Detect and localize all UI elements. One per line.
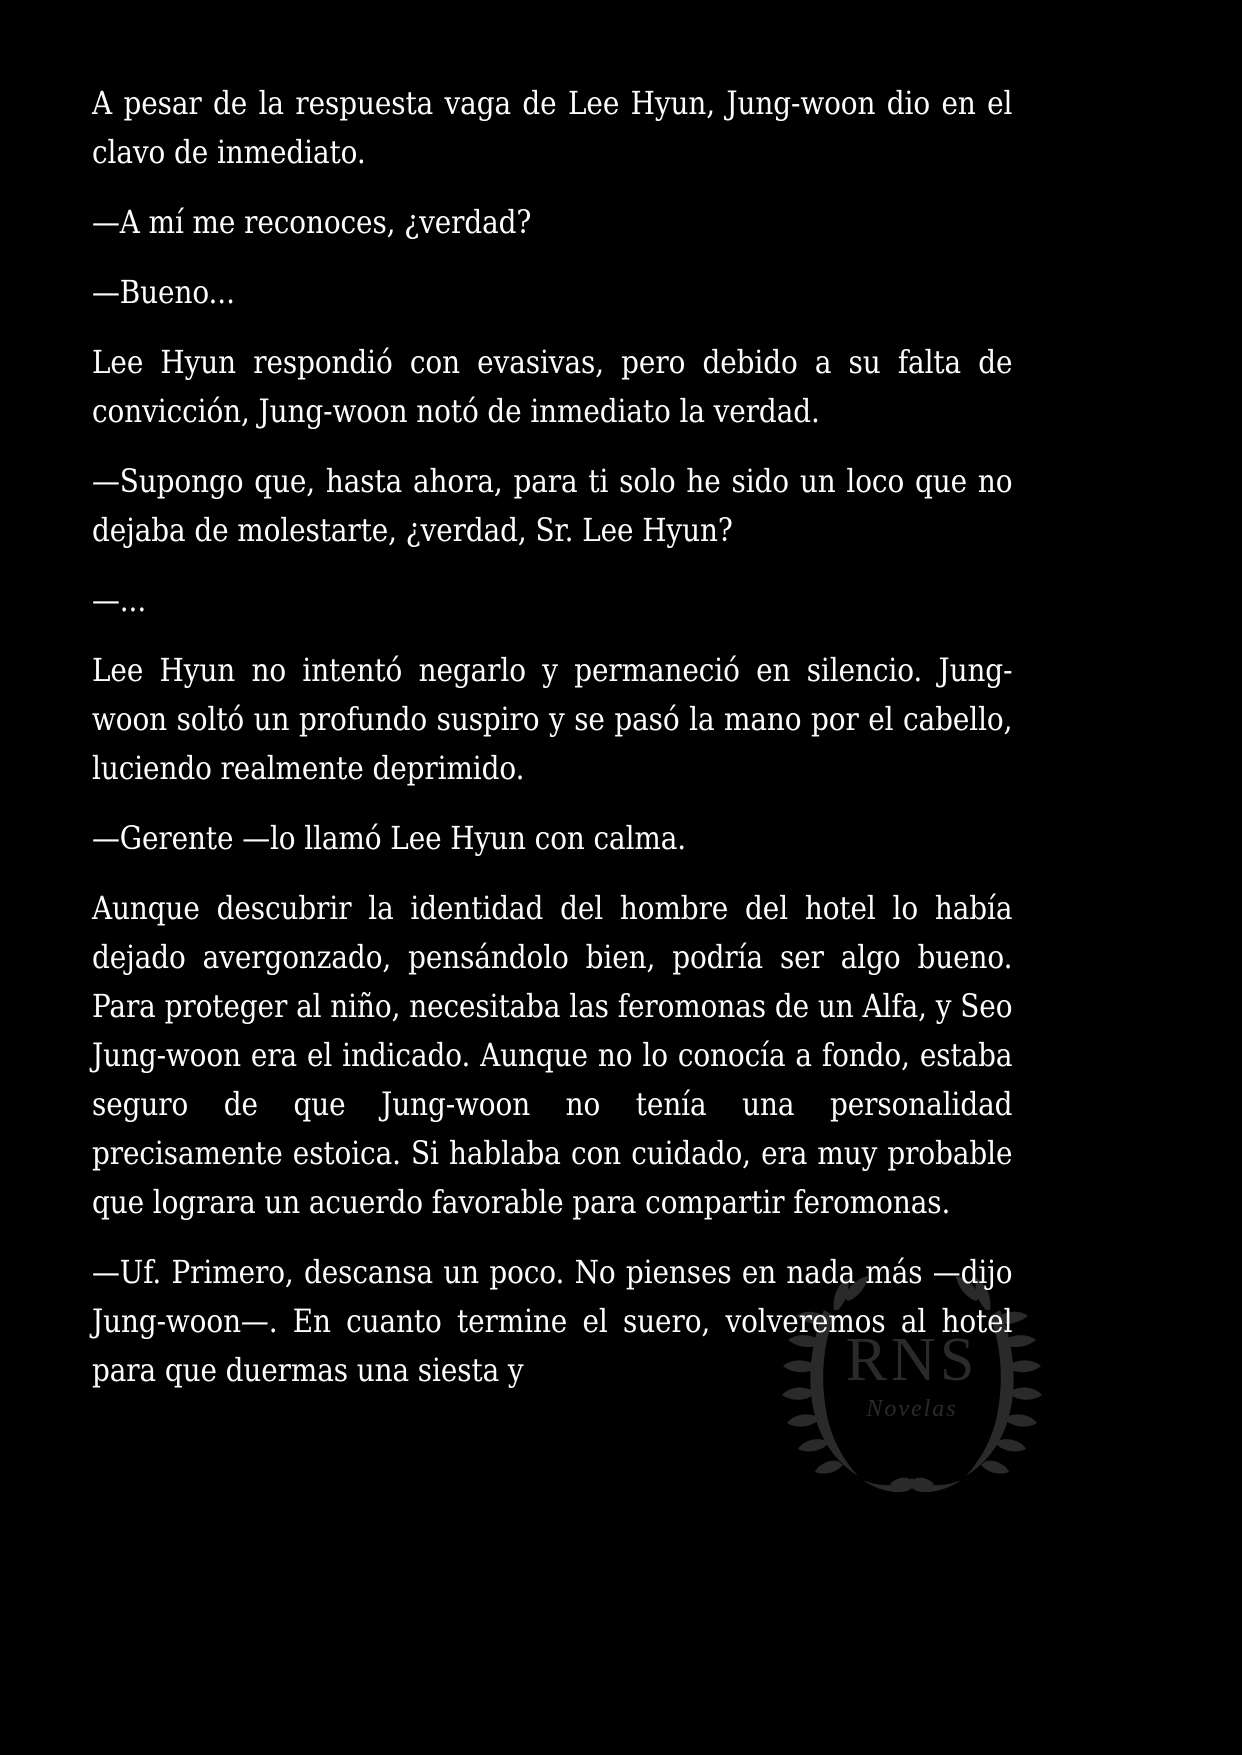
- paragraph: —...: [92, 583, 147, 619]
- paragraph: —Supongo que, hasta ahora, para ti solo he sido un loco que no dejaba de molestarte, ¿verdad, Sr. Lee Hyun?: [92, 464, 1013, 549]
- paragraph: Lee Hyun respondió con evasivas, pero debido a su falta de convicción, Jung-woon notó de inmediato la verdad.: [92, 345, 1013, 430]
- paragraph: —Bueno...: [92, 275, 235, 311]
- watermark-brand: RNS: [845, 1326, 979, 1394]
- paragraph: —Gerente —lo llamó Lee Hyun con calma.: [92, 821, 687, 857]
- paragraph: —Uf. Primero, descansa un poco. No pienses en nada más —dijo Jung-woon—. En cuanto termine el suero, volveremos al hotel para que duermas una siesta y: [92, 1255, 1013, 1389]
- paragraph: Lee Hyun no intentó negarlo y permaneció en silencio. Jung-woon soltó un profundo suspiro y se pasó la mano por el cabello, luciendo realmente deprimido.: [92, 653, 1013, 787]
- paragraph: Aunque descubrir la identidad del hombre del hotel lo había dejado avergonzado, pensándolo bien, podría ser algo bueno. Para proteger al niño, necesitaba las feromonas de un Alfa, y Seo Jung-woon era el indicado. Aunque no lo conocía a fondo, estaba seguro de que Jung-woon no tenía una personalidad precisamente estoica. Si hablaba con cuidado, era muy probable que lograra un acuerdo favorable para compartir feromonas.: [92, 891, 1013, 1221]
- paragraph: A pesar de la respuesta vaga de Lee Hyun, Jung-woon dio en el clavo de inmediato.: [92, 86, 1013, 171]
- paragraph: —A mí me reconoces, ¿verdad?: [92, 205, 532, 241]
- watermark-tagline: Novelas: [866, 1396, 958, 1422]
- novel-text-body: [92, 80, 1013, 1396]
